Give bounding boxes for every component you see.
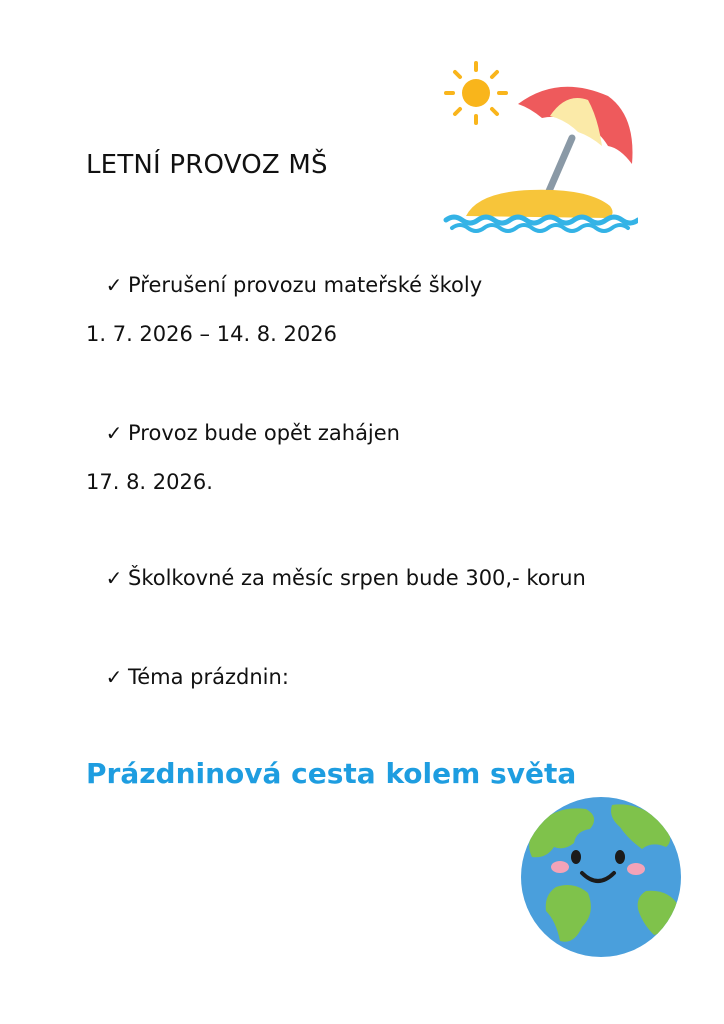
sun-icon xyxy=(446,63,506,123)
list-item-label: Přerušení provozu mateřské školy xyxy=(128,273,483,297)
list-item-fee xyxy=(104,566,586,590)
list-item-label: Provoz bude opět zahájen xyxy=(128,421,400,445)
reopening-date: 17. 8. 2026. xyxy=(86,470,213,494)
beach-umbrella-island-icon xyxy=(438,56,638,234)
list-item-theme xyxy=(104,665,289,689)
interruption-dates: 1. 7. 2026 – 14. 8. 2026 xyxy=(86,322,337,346)
check-icon: ✓ xyxy=(105,665,123,689)
check-icon: ✓ xyxy=(105,566,123,590)
list-item-label: Téma prázdnin: xyxy=(128,665,289,689)
island-icon xyxy=(446,190,638,231)
theme-heading: Prázdninová cesta kolem světa xyxy=(86,757,577,790)
umbrella-icon xyxy=(518,87,633,198)
list-item-reopening xyxy=(104,421,400,445)
page-title: LETNÍ PROVOZ MŠ xyxy=(86,150,328,180)
check-icon: ✓ xyxy=(105,421,123,445)
smiling-earth-icon xyxy=(516,795,686,960)
list-item-label: Školkovné za měsíc srpen bude 300,- korun xyxy=(128,566,586,590)
list-item-interruption xyxy=(104,273,482,297)
check-icon: ✓ xyxy=(105,273,123,297)
